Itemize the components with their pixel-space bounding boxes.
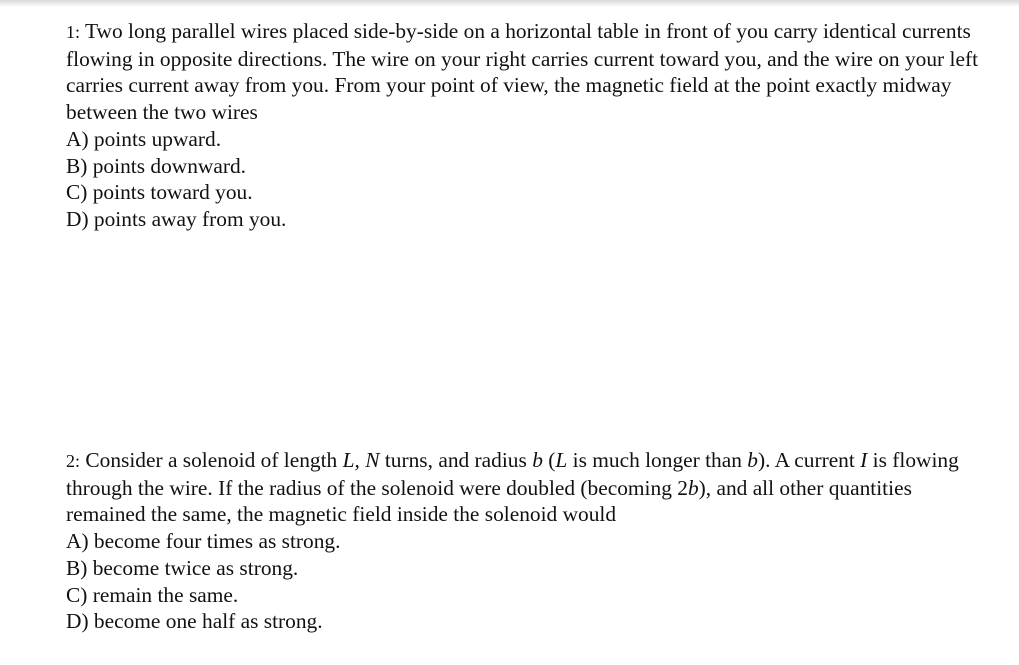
question-2-text-part: (	[542, 448, 556, 472]
question-1-option-b: B) points downward.	[66, 153, 247, 178]
question-2-option-d: D) become one half as strong.	[66, 609, 323, 634]
variable-radius: b	[747, 448, 758, 472]
top-edge-shadow	[0, 0, 1019, 7]
variable-length: L	[555, 448, 568, 472]
question-1-number: 1:	[66, 22, 81, 42]
question-1	[66, 18, 996, 233]
question-2-options	[66, 528, 996, 635]
question-2	[66, 447, 996, 635]
question-1-option-a: A) points upward.	[66, 126, 222, 151]
question-1-options	[66, 126, 996, 233]
question-1-option-c: C) points toward you.	[66, 180, 253, 205]
variable-radius: b	[532, 448, 543, 472]
question-1-text: Two long parallel wires placed side-by-side on a horizontal table in front of you carry identical currents flowing in opposite directions. The wire on your right carries current toward you, and the wire on your left carries current away from you. From your point of view, the magnetic field at the point exactly midway between the two wires	[66, 19, 979, 125]
question-2-option-a: A) become four times as strong.	[66, 529, 341, 554]
question-2-option-b: B) become twice as strong.	[66, 555, 299, 580]
question-2-text-part: ,	[354, 448, 366, 472]
question-2-text-part: turns, and radius	[379, 448, 533, 472]
question-2-text-part: Consider a solenoid of length	[80, 448, 343, 472]
variable-radius: b	[687, 475, 699, 500]
question-2-text-part: ). A current	[758, 448, 861, 472]
question-2-text-part: is flowing through the wire. If the radius of the solenoid were doubled (becoming 2	[66, 448, 959, 500]
question-1-stem	[66, 18, 996, 126]
question-1-option-d: D) points away from you.	[66, 206, 287, 231]
variable-length: L	[342, 448, 355, 472]
question-2-text-part: ), and all other quantities remained the same, the magnetic field inside the solenoid would	[66, 475, 912, 527]
question-2-number: 2:	[66, 451, 81, 471]
question-2-text-part: is much longer than	[567, 448, 748, 472]
variable-turns: N	[365, 448, 380, 472]
variable-current: I	[860, 448, 868, 472]
question-2-stem	[66, 447, 996, 528]
question-2-option-c: C) remain the same.	[66, 582, 239, 607]
